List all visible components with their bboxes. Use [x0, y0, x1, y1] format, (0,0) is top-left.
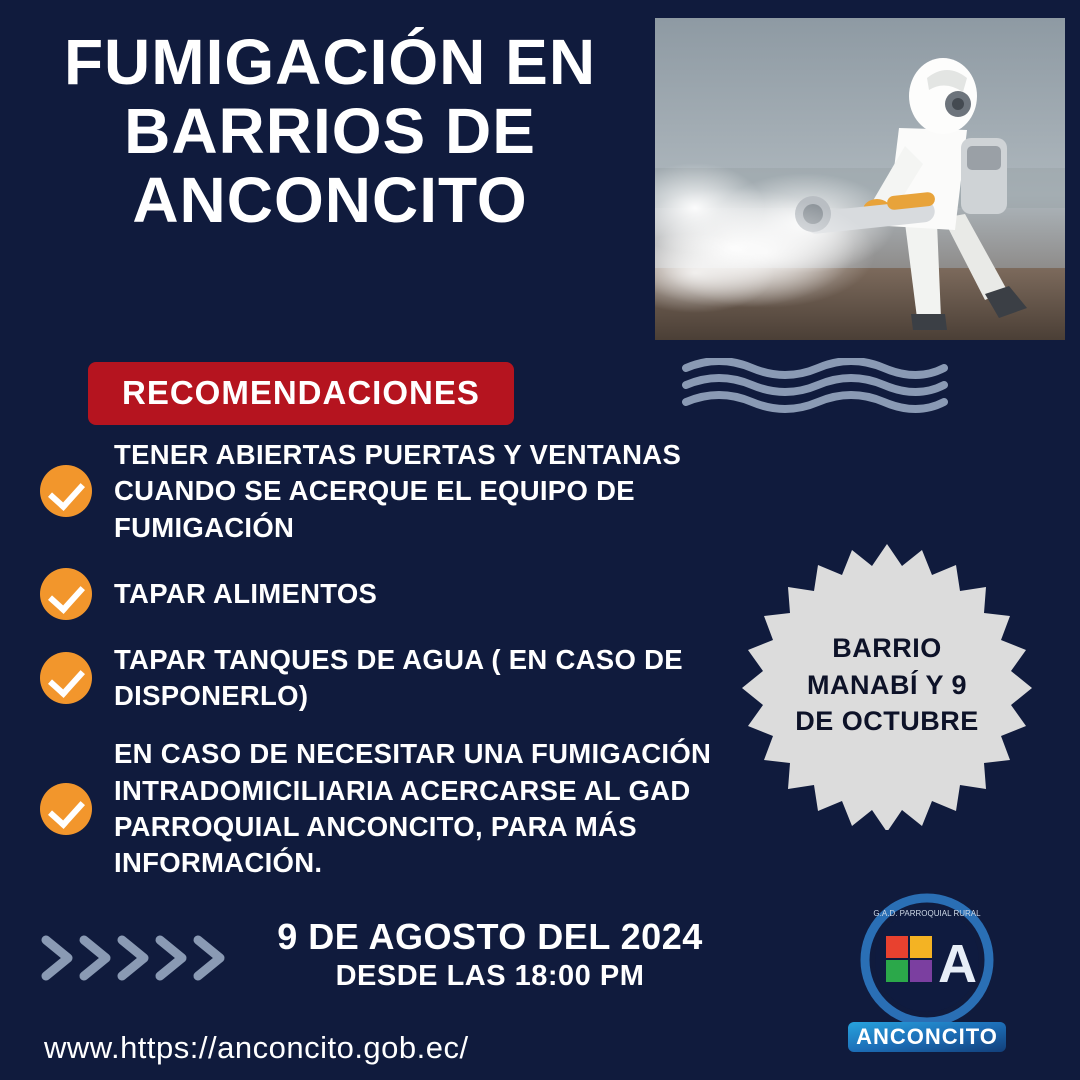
title-line-3: ANCONCITO: [132, 164, 528, 237]
fumigation-photo: [655, 18, 1065, 340]
chevron-right-icon: [40, 930, 250, 986]
badge-label: BARRIO MANABÍ Y 9 DE OCTUBRE: [795, 633, 979, 737]
title-line-2: BARRIOS DE: [124, 95, 536, 168]
title-line-1: FUMIGACIÓN EN: [63, 26, 597, 98]
svg-text:A: A: [938, 934, 977, 994]
recommendations-list: [40, 437, 740, 904]
event-time-line: DESDE LAS 18:00 PM: [335, 960, 645, 993]
recommendation-text: TENER ABIERTAS PUERTAS Y VENTANAS CUANDO SE ACERQUE EL EQUIPO DE FUMIGACIÓN: [114, 439, 682, 543]
event-date: [255, 915, 725, 996]
check-icon: [40, 652, 92, 704]
wave-decoration-icon: [680, 358, 950, 418]
event-date-line: 9 DE AGOSTO DEL 2024: [277, 916, 703, 957]
recommendation-text: TAPAR ALIMENTOS: [114, 577, 378, 609]
recommendations-banner: RECOMENDACIONES: [88, 362, 514, 425]
page-title: [10, 28, 650, 235]
recommendation-text: EN CASO DE NECESITAR UNA FUMIGACIÓN INTRADOMICILIARIA ACERCARSE AL GAD PARROQUIAL ANCONCITO, PARA MÁS INFORMACIÓN.: [114, 738, 712, 879]
list-item: [40, 568, 740, 620]
status-badge: [742, 540, 1032, 830]
svg-text:G.A.D. PARROQUIAL RURAL: G.A.D. PARROQUIAL RURAL: [873, 909, 981, 918]
list-item: [40, 437, 740, 546]
list-item: [40, 736, 740, 881]
check-icon: [40, 783, 92, 835]
check-icon: [40, 568, 92, 620]
check-icon: [40, 465, 92, 517]
list-item: [40, 642, 740, 715]
website-url[interactable]: www.https://anconcito.gob.ec/: [44, 1030, 469, 1065]
recommendation-text: TAPAR TANQUES DE AGUA ( EN CASO DE DISPONERLO): [114, 643, 683, 712]
svg-text:ANCONCITO: ANCONCITO: [856, 1024, 998, 1049]
anconcito-logo: [820, 890, 1035, 1060]
